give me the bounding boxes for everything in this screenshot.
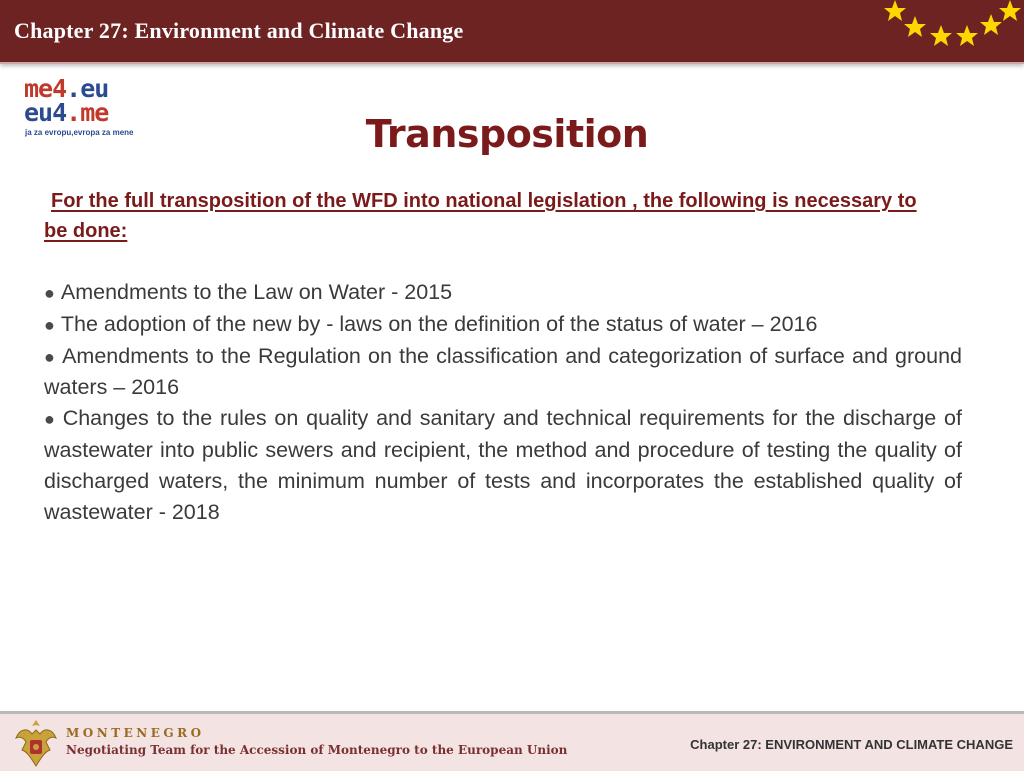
slide-title: Transposition	[365, 112, 649, 156]
star-icon	[956, 25, 978, 46]
footer-bar	[0, 711, 1024, 771]
header-title: Chapter 27: Environment and Climate Change	[14, 18, 464, 43]
list-item: ● Changes to the rules on quality and sanitary and technical requirements for the discharge of wastewater into public sewers and recipient, the method and procedure of testing the quality of discharged waters, the minimum number of tests and incorporates the established quality of wastewater - 2018	[44, 406, 962, 524]
logo-line-2: eu4.me	[24, 98, 109, 127]
star-icon	[980, 14, 1002, 35]
footer-chapter: Chapter 27: ENVIRONMENT AND CLIMATE CHANGE	[690, 737, 1013, 752]
logo-tagline: ja za evropu,evropa za mene	[25, 128, 134, 137]
list-item: ● The adoption of the new by - laws on the definition of the status of water – 2016	[44, 311, 818, 336]
footer-team: Negotiating Team for the Accession of Montenegro to the European Union	[66, 743, 568, 757]
intro-text: For the full transposition of the WFD into national legislation , the following is necessary to be done:	[44, 190, 917, 242]
montenegro-crest-icon	[10, 716, 62, 770]
star-icon	[999, 0, 1021, 21]
bullet-icon: ●	[44, 283, 55, 303]
bullet-icon: ●	[44, 409, 57, 430]
bullet-icon: ●	[44, 346, 57, 367]
eu-stars-icon	[870, 0, 1024, 62]
bullet-list	[44, 277, 962, 527]
star-icon	[930, 25, 952, 46]
star-icon	[904, 16, 926, 37]
list-item: ● Amendments to the Law on Water - 2015	[44, 280, 453, 304]
list-item: ● Amendments to the Regulation on the classification and categorization of surface and ground waters – 2016	[44, 343, 963, 400]
header-bar	[0, 0, 1024, 64]
logo-line-1: me4.eu	[24, 74, 109, 103]
bullet-icon: ●	[44, 314, 55, 335]
footer-country: MONTENEGRO	[66, 726, 205, 740]
star-icon	[884, 0, 906, 21]
